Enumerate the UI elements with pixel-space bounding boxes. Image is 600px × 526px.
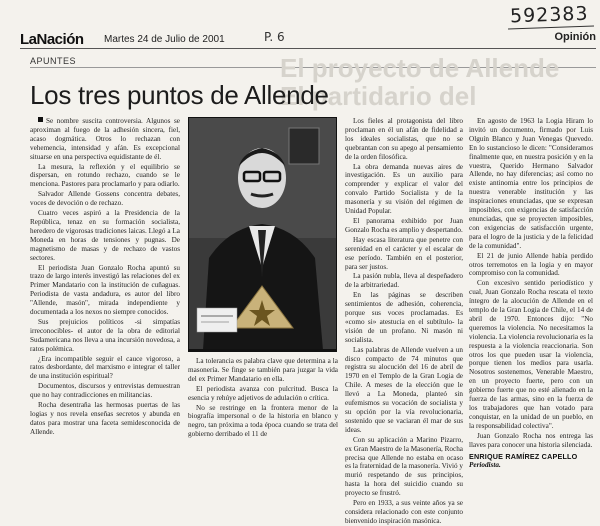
paragraph: Los fieles al protagonista del libro proclaman en él un afán de fidelidad a los ideales socialistas, que no se quebrantan con su apego al pensamiento de la orden filosófica. (345, 117, 463, 161)
paragraph: ¿Era incompatible seguir el cauce vigoroso, a ratos desbordante, del marxismo e integrar el taller de una institución espiritual? (30, 354, 180, 381)
bullet-square-icon (38, 117, 43, 122)
paragraph: El periodista avanza con pulcritud. Busca la esencia y rehúye adjetivos de adulación o crítica. (188, 384, 338, 402)
publication-date: Martes 24 de Julio de 2001 (104, 34, 225, 45)
paragraph: Salvador Allende Gossens concentra debates, voces de devoción o de rechazo. (30, 190, 180, 208)
paragraph: La obra demanda nuevas aires de investigación. Es un auxilio para comprender y explicar el valor del convalo Partido Socialista y de la masonería y su visión del régimen de Unidad Popular. (345, 162, 463, 216)
paragraph: Cuatro veces aspiró a la Presidencia de la República, tenaz en su formación socialista, heredero de vigorosas tradiciones laicas. Llegó a La Moneda en horas de tensiones y pugnas. De magnetismo de masas y de rechazo de vastos sectores. (30, 209, 180, 262)
paragraph: La tolerancia es palabra clave que determina a la masonería. Se finge se también para juzgar la vida del ex Primer Mandatario en ella. (188, 357, 338, 383)
portrait-photo-icon (189, 118, 336, 350)
page-marker: P. 6 (264, 30, 285, 44)
article-column-2 (188, 357, 338, 465)
paragraph: Se nombre suscita controversia. Algunos se aproximan al fuego de la adhesión sincera, fiel, acaso dogmática. Otros lo rechazan con vehemencia, intensidad y afán. Es excepcional situarse en una perspectiva equidistante de él. (30, 117, 180, 161)
paragraph: En agosto de 1963 la Logia Hiram lo invitó un documento, firmado por Luis Olguín Blanco y Juan Venegas Quevedo. En lo sustancioso le dicen: "Consideramos finalmente que, en nuestra posición y en la vuestra, Querido Hermano Salvador Allende, no hay diferencias; así como no existe antinomia entre los principios de nuestra venerable institución y las inspiraciones enunciadas, que se expresan imposibles, con exigencias de satisfacción enunciadas, que se proyecten imposibles, con exigencias de satisfacción urgente, para el logro de la justicia y de la felicidad de la comunidad". (469, 117, 593, 250)
article-column-4 (345, 117, 463, 525)
paragraph: Las palabras de Allende vuelven a un disco compacto de 74 minutos que registra su alocución del 16 de abril de 1970 en el Templo de la Gran Logia de Chile. A meses de la elección que le llevó a La Moneda, planteó sin eufemismos su vocación de socialista y su opción por la vía revolucionaria, sostenido que se vaciaran él mar de sus ideas. (345, 345, 463, 434)
article-column-5 (469, 117, 593, 450)
byline-author: ENRIQUE RAMÍREZ CAPELLO (469, 452, 578, 461)
paragraph: No se restringe en la frontera menor de la biografía impersonal o de la historia en blanco y negro, tan próxima a toda época cuando se trata del gobierno derribado el 11 de (188, 403, 338, 439)
byline-role: Periodista. (469, 461, 501, 469)
handwritten-archive-number: 592383 (509, 2, 589, 28)
photo-bottom-border (188, 349, 337, 352)
section-label: Opinión (554, 31, 596, 43)
paragraph: El 21 de junio Allende había perdido otros terremotos en la logia y en mayor compromiso con la comunidad. (469, 251, 593, 278)
paragraph: Documentos, discursos y entrevistas demuestran que no hay contradicciones en militancias. (30, 382, 180, 400)
paragraph: Rocha desentraña las hermosas puertas de las logias y nos revela enseñas secretos y abunda en datos para mostrar una faceta semidesconocida de Allende. (30, 401, 180, 436)
paragraph: En las páginas se describen sentimientos de adhesión, coherencia, porque sus voces proclamadas. Es «como si» atestucia en el subtítulo- la visión de un profano. Ni masón ni socialista. (345, 291, 463, 344)
paragraph: La pasión nubla, lleva al despeñadero de la arbitrariedad. (345, 272, 463, 290)
kicker: APUNTES (30, 56, 77, 66)
article-column-1 (30, 117, 180, 465)
bleed-through-text: El proyecto de Allende El partidario del (280, 53, 560, 111)
newspaper-logo: LaNación (20, 31, 84, 48)
paragraph: Hay escasa literatura que penetre con serenidad en el carácter y el escalar de ese período. También en el posterior, para ser justos. (345, 235, 463, 271)
allende-portrait-photo (188, 117, 337, 351)
paragraph: Sus prejuicios políticos -si simpatías irreconocibles- el autor de la obra de editorial Sudamericana nos lleva a una incursión novedosa, a ratos polémica. (30, 317, 180, 353)
masthead-rule (20, 48, 596, 49)
paragraph: Con su aplicación a Marino Pizarro, ex Gran Maestro de la Masonería, Rocha precisa que Allende no estaba en ocaso es la fraternidad de la masonería. Vivió y murió respetando de sus principios, hasta la hora del suicidio cuando su proyecto se frustró. (345, 435, 463, 498)
headline: Los tres puntos de Allende (30, 80, 329, 110)
paragraph: El periodista Juan Gonzalo Rocha apuntó su trazo de largo interés investigó las relaciones del ex Primer Mandatario con la institución de cuñaguas. Periodista de vasta andadura, es autor del libro "Allende, masón", mirada independiente y documentada a los nexos no siempre conocidos. (30, 263, 180, 317)
paragraph: El panorama exhibido por Juan Gonzalo Rocha es amplio y despertando. (345, 216, 463, 234)
paragraph: La mesura, la reflexión y el equilibrio se dispersan, en rotundo rechazo, cuando se le menciona. Pastores para proclamarlo y para odiarlo. (30, 162, 180, 189)
paragraph: Juan Gonzalo Rocha nos entrega las llaves para conocer una historia silenciada. (469, 431, 593, 449)
paragraph: Pero en 1933, a sus veinte años ya se considera relacionado con este conjunto bienvenido inspiración masónica. (345, 499, 463, 525)
paragraph: Con excesivo sentido periodístico y cual, Juan Gonzalo Rocha rescata el texto íntegro de la alocución de Allende en el templo de la Gran Logia de Chile, el 14 de abril de 1970. Entonces dijo: "No queremos la violencia. No necesitamos la violencia. La violencia revolucionaria es la respuesta a la violencia reaccionaria. Son otros los que pueden usar la violencia, porque tienen los medios para usarla. Nosotros sostenemos, Venerable Maestro, en un proyecto fuerte, pero con un gobierno fuerte que no esté alienado en la fuerza de las armas, sino en la fuerza de los trabajadores que han votado para conquistar, en la unidad de un pueblo, en la responsabilidad colectiva". (469, 279, 593, 430)
masthead (20, 31, 598, 49)
